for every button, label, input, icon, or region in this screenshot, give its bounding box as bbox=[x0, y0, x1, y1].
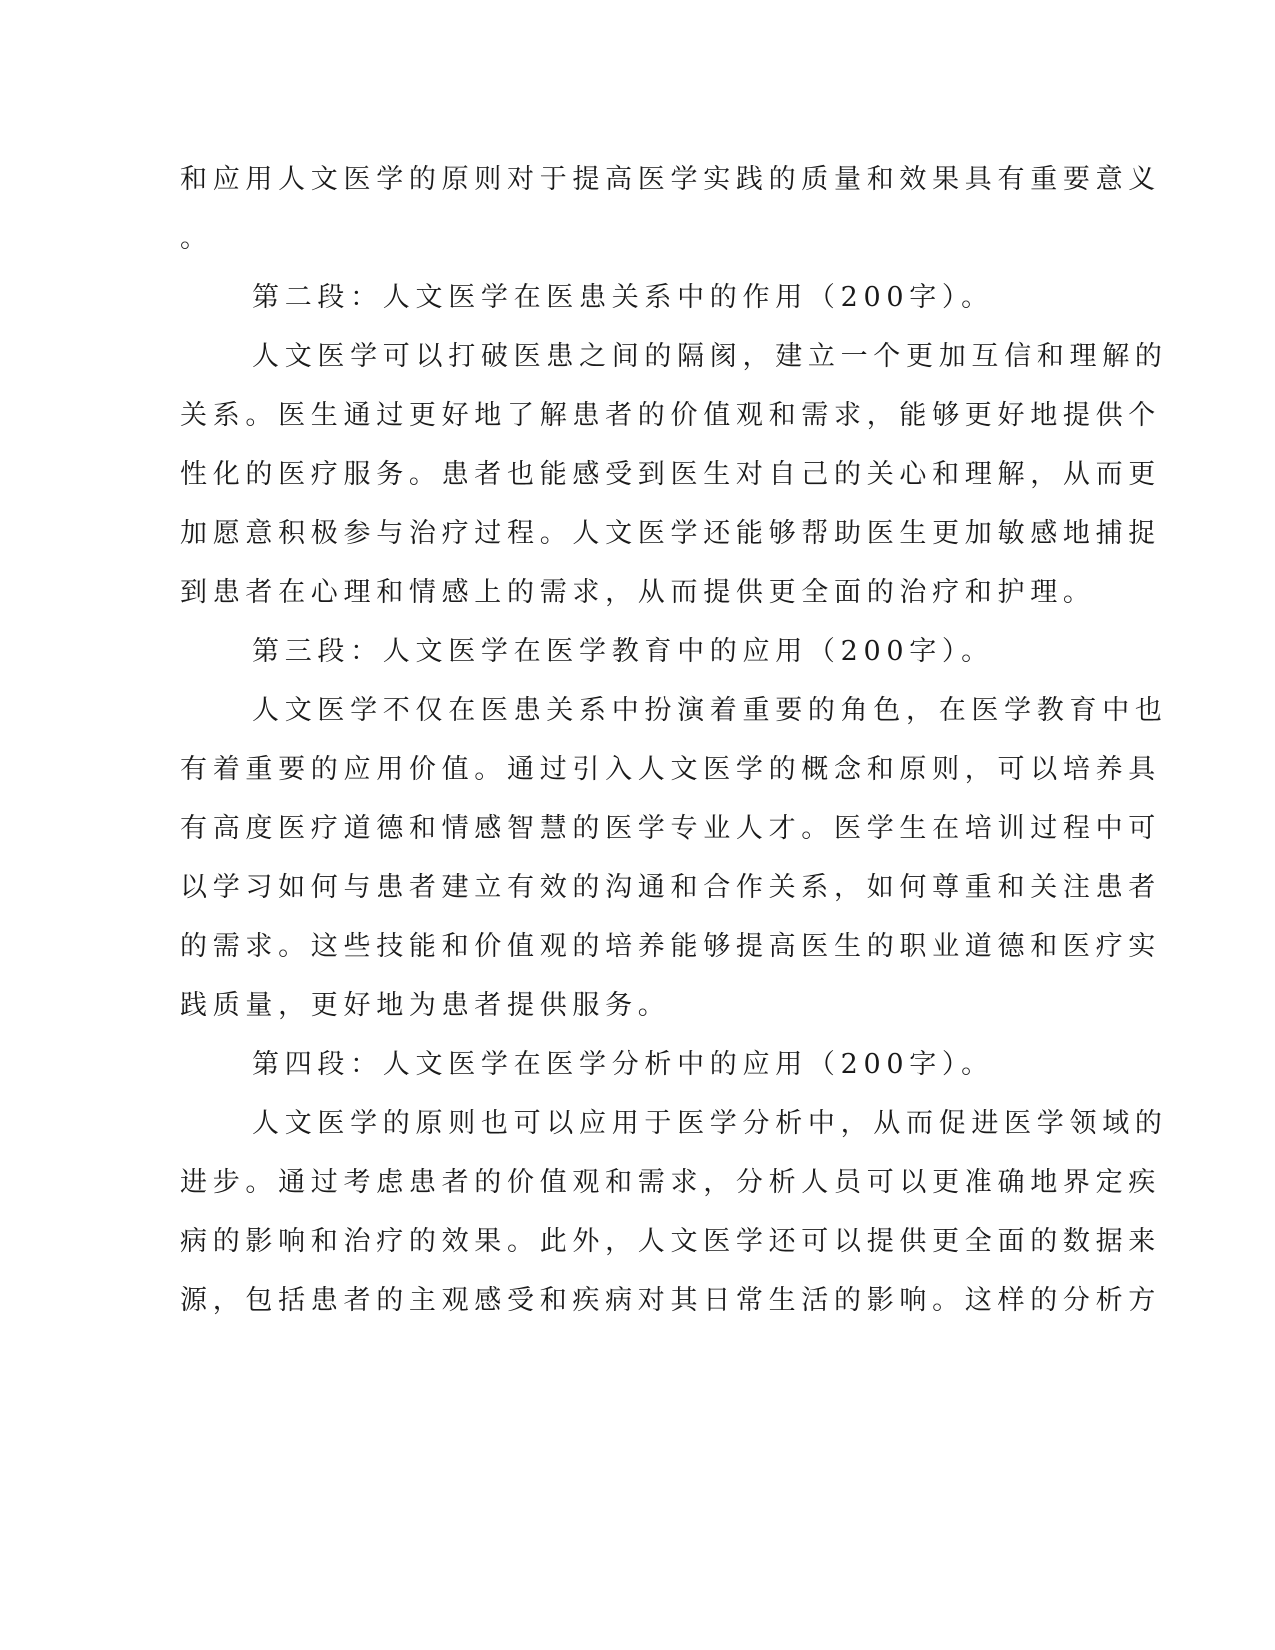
text-line: 加愿意积极参与治疗过程。人文医学还能够帮助医生更加敏感地捕捉 bbox=[180, 518, 1161, 549]
section-heading: 第四段：人文医学在医学分析中的应用（200字）。 bbox=[252, 1049, 994, 1080]
text-line: 。 bbox=[180, 223, 213, 254]
text-line: 有着重要的应用价值。通过引入人文医学的概念和原则，可以培养具 bbox=[180, 754, 1161, 785]
text-line: 人文医学可以打破医患之间的隔阂，建立一个更加互信和理解的 bbox=[252, 341, 1168, 372]
text-line: 人文医学的原则也可以应用于医学分析中，从而促进医学领域的 bbox=[252, 1108, 1168, 1139]
text-line: 的需求。这些技能和价值观的培养能够提高医生的职业道德和医疗实 bbox=[180, 931, 1161, 962]
text-line: 和应用人文医学的原则对于提高医学实践的质量和效果具有重要意义 bbox=[180, 164, 1161, 195]
text-line: 人文医学不仅在医患关系中扮演着重要的角色，在医学教育中也 bbox=[252, 695, 1168, 726]
text-line: 以学习如何与患者建立有效的沟通和合作关系，如何尊重和关注患者 bbox=[180, 872, 1161, 903]
text-line: 到患者在心理和情感上的需求，从而提供更全面的治疗和护理。 bbox=[180, 577, 1096, 608]
text-line: 源，包括患者的主观感受和疾病对其日常生活的影响。这样的分析方 bbox=[180, 1285, 1161, 1316]
text-line: 践质量，更好地为患者提供服务。 bbox=[180, 990, 671, 1021]
text-line: 性化的医疗服务。患者也能感受到医生对自己的关心和理解，从而更 bbox=[180, 459, 1161, 490]
text-line: 有高度医疗道德和情感智慧的医学专业人才。医学生在培训过程中可 bbox=[180, 813, 1161, 844]
text-line: 关系。医生通过更好地了解患者的价值观和需求，能够更好地提供个 bbox=[180, 400, 1161, 431]
section-heading: 第二段：人文医学在医患关系中的作用（200字）。 bbox=[252, 282, 994, 313]
text-line: 病的影响和治疗的效果。此外，人文医学还可以提供更全面的数据来 bbox=[180, 1226, 1161, 1257]
text-line: 进步。通过考虑患者的价值观和需求，分析人员可以更准确地界定疾 bbox=[180, 1167, 1161, 1198]
section-heading: 第三段：人文医学在医学教育中的应用（200字）。 bbox=[252, 636, 994, 667]
